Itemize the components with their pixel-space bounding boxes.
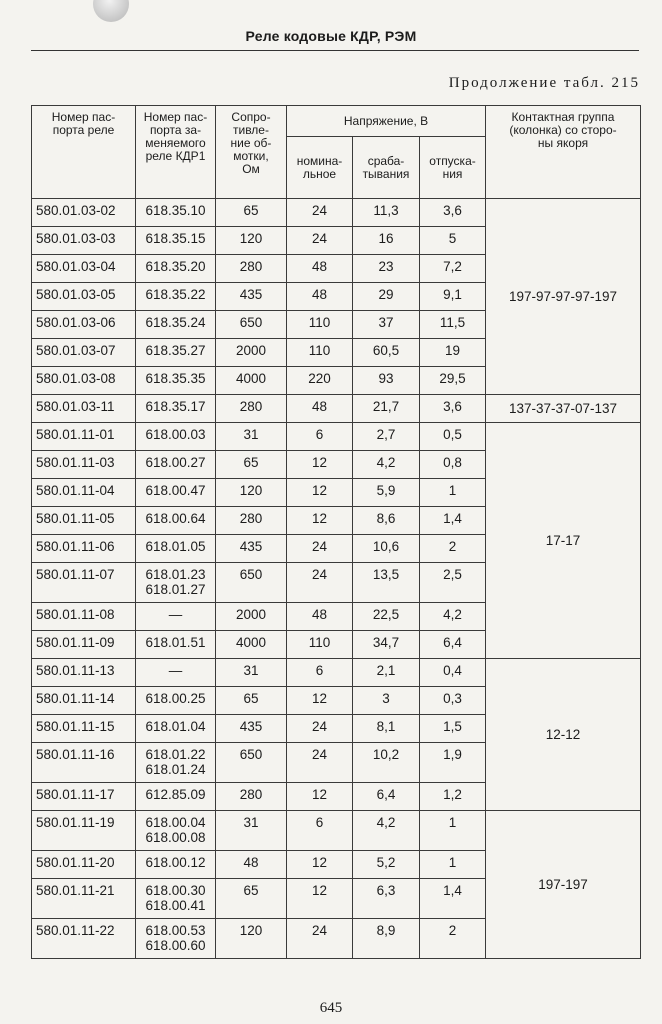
- cell-passport: 580.01.11-03: [32, 451, 136, 479]
- cell-passport: 580.01.11-21: [32, 879, 136, 919]
- cell-nominal-voltage: 110: [287, 631, 353, 659]
- cell-contact-group: 137-37-37-07-137: [486, 395, 641, 423]
- cell-passport: 580.01.11-04: [32, 479, 136, 507]
- cell-pickup-voltage: 5,9: [353, 479, 420, 507]
- cell-replaced: 618.35.20: [136, 255, 216, 283]
- cell-replaced: 618.35.35: [136, 367, 216, 395]
- cell-release-voltage: 1,9: [420, 743, 486, 783]
- cell-resistance: 120: [216, 227, 287, 255]
- cell-contact-group: 17-17: [486, 423, 641, 659]
- cell-nominal-voltage: 24: [287, 743, 353, 783]
- cell-resistance: 280: [216, 255, 287, 283]
- cell-release-voltage: 2: [420, 919, 486, 959]
- cell-replaced: 618.35.24: [136, 311, 216, 339]
- cell-release-voltage: 9,1: [420, 283, 486, 311]
- table-row: [32, 395, 641, 423]
- cell-replaced: 618.01.04: [136, 715, 216, 743]
- cell-release-voltage: 7,2: [420, 255, 486, 283]
- cell-replaced: 618.35.27: [136, 339, 216, 367]
- cell-release-voltage: 1,4: [420, 507, 486, 535]
- cell-resistance: 2000: [216, 339, 287, 367]
- cell-resistance: 65: [216, 879, 287, 919]
- cell-replaced: 618.00.04 618.00.08: [136, 811, 216, 851]
- cell-release-voltage: 0,5: [420, 423, 486, 451]
- cell-nominal-voltage: 12: [287, 479, 353, 507]
- cell-pickup-voltage: 8,9: [353, 919, 420, 959]
- cell-nominal-voltage: 24: [287, 199, 353, 227]
- cell-release-voltage: 1: [420, 479, 486, 507]
- cell-nominal-voltage: 48: [287, 395, 353, 423]
- cell-pickup-voltage: 10,2: [353, 743, 420, 783]
- cell-pickup-voltage: 93: [353, 367, 420, 395]
- cell-replaced: 618.35.15: [136, 227, 216, 255]
- cell-pickup-voltage: 21,7: [353, 395, 420, 423]
- cell-release-voltage: 0,4: [420, 659, 486, 687]
- cell-nominal-voltage: 6: [287, 811, 353, 851]
- cell-release-voltage: 2,5: [420, 563, 486, 603]
- cell-resistance: 650: [216, 563, 287, 603]
- cell-passport: 580.01.11-07: [32, 563, 136, 603]
- cell-nominal-voltage: 12: [287, 507, 353, 535]
- cell-passport: 580.01.11-05: [32, 507, 136, 535]
- header-voltage: Напряжение, В: [287, 106, 486, 137]
- cell-pickup-voltage: 11,3: [353, 199, 420, 227]
- cell-resistance: 65: [216, 687, 287, 715]
- cell-passport: 580.01.03-02: [32, 199, 136, 227]
- header-nominal: номина- льное: [287, 137, 353, 199]
- cell-nominal-voltage: 24: [287, 535, 353, 563]
- cell-replaced: 618.00.25: [136, 687, 216, 715]
- cell-resistance: 31: [216, 423, 287, 451]
- cell-release-voltage: 19: [420, 339, 486, 367]
- cell-nominal-voltage: 110: [287, 311, 353, 339]
- cell-passport: 580.01.11-15: [32, 715, 136, 743]
- cell-pickup-voltage: 2,1: [353, 659, 420, 687]
- cell-replaced: 618.00.47: [136, 479, 216, 507]
- cell-pickup-voltage: 10,6: [353, 535, 420, 563]
- cell-pickup-voltage: 16: [353, 227, 420, 255]
- cell-replaced: 618.35.22: [136, 283, 216, 311]
- cell-resistance: 280: [216, 395, 287, 423]
- cell-nominal-voltage: 110: [287, 339, 353, 367]
- cell-replaced: 618.00.64: [136, 507, 216, 535]
- page-number: 645: [319, 1000, 343, 1016]
- cell-passport: 580.01.03-08: [32, 367, 136, 395]
- cell-resistance: 120: [216, 919, 287, 959]
- binder-hole: [93, 0, 129, 22]
- cell-nominal-voltage: 6: [287, 423, 353, 451]
- cell-passport: 580.01.03-11: [32, 395, 136, 423]
- cell-replaced: 618.00.53 618.00.60: [136, 919, 216, 959]
- cell-replaced: 618.00.27: [136, 451, 216, 479]
- cell-release-voltage: 0,3: [420, 687, 486, 715]
- cell-pickup-voltage: 34,7: [353, 631, 420, 659]
- cell-resistance: 31: [216, 811, 287, 851]
- cell-resistance: 4000: [216, 367, 287, 395]
- cell-release-voltage: 1,4: [420, 879, 486, 919]
- cell-pickup-voltage: 6,3: [353, 879, 420, 919]
- cell-replaced: 618.00.30 618.00.41: [136, 879, 216, 919]
- cell-resistance: 65: [216, 199, 287, 227]
- cell-nominal-voltage: 12: [287, 451, 353, 479]
- cell-release-voltage: 4,2: [420, 603, 486, 631]
- cell-pickup-voltage: 6,4: [353, 783, 420, 811]
- cell-passport: 580.01.11-17: [32, 783, 136, 811]
- cell-release-voltage: 1,5: [420, 715, 486, 743]
- header-pickup: сраба- тывания: [353, 137, 420, 199]
- cell-release-voltage: 1: [420, 811, 486, 851]
- cell-resistance: 435: [216, 283, 287, 311]
- cell-passport: 580.01.11-19: [32, 811, 136, 851]
- cell-passport: 580.01.11-13: [32, 659, 136, 687]
- cell-resistance: 2000: [216, 603, 287, 631]
- cell-passport: 580.01.11-09: [32, 631, 136, 659]
- cell-pickup-voltage: 2,7: [353, 423, 420, 451]
- table-body: [32, 199, 641, 959]
- cell-passport: 580.01.11-20: [32, 851, 136, 879]
- cell-passport: 580.01.11-08: [32, 603, 136, 631]
- cell-release-voltage: 6,4: [420, 631, 486, 659]
- cell-contact-group: 197-197: [486, 811, 641, 959]
- cell-replaced: 618.01.05: [136, 535, 216, 563]
- cell-passport: 580.01.03-03: [32, 227, 136, 255]
- table-row: [32, 811, 641, 851]
- cell-nominal-voltage: 6: [287, 659, 353, 687]
- cell-release-voltage: 11,5: [420, 311, 486, 339]
- cell-nominal-voltage: 24: [287, 227, 353, 255]
- cell-release-voltage: 0,8: [420, 451, 486, 479]
- cell-contact-group: 197-97-97-97-197: [486, 199, 641, 395]
- table-continuation-caption: Продолжение табл. 215: [448, 75, 640, 91]
- cell-nominal-voltage: 220: [287, 367, 353, 395]
- cell-nominal-voltage: 24: [287, 715, 353, 743]
- cell-release-voltage: 3,6: [420, 395, 486, 423]
- cell-replaced: 618.01.23 618.01.27: [136, 563, 216, 603]
- cell-release-voltage: 29,5: [420, 367, 486, 395]
- cell-resistance: 120: [216, 479, 287, 507]
- cell-release-voltage: 1,2: [420, 783, 486, 811]
- cell-nominal-voltage: 12: [287, 687, 353, 715]
- running-head: Реле кодовые КДР, РЭМ: [245, 28, 417, 44]
- header-contact-group: Контактная группа (колонка) со сторо- ны якоря: [486, 106, 641, 199]
- cell-resistance: 280: [216, 507, 287, 535]
- cell-passport: 580.01.03-04: [32, 255, 136, 283]
- cell-release-voltage: 5: [420, 227, 486, 255]
- cell-nominal-voltage: 48: [287, 603, 353, 631]
- cell-pickup-voltage: 23: [353, 255, 420, 283]
- cell-passport: 580.01.11-01: [32, 423, 136, 451]
- cell-resistance: 650: [216, 743, 287, 783]
- header-replaced: Номер пас- порта за- меняемого реле КДР1: [136, 106, 216, 199]
- cell-release-voltage: 3,6: [420, 199, 486, 227]
- cell-resistance: 4000: [216, 631, 287, 659]
- cell-replaced: 618.01.51: [136, 631, 216, 659]
- cell-resistance: 650: [216, 311, 287, 339]
- cell-pickup-voltage: 22,5: [353, 603, 420, 631]
- cell-replaced: 618.01.22 618.01.24: [136, 743, 216, 783]
- cell-replaced: 618.35.17: [136, 395, 216, 423]
- cell-pickup-voltage: 13,5: [353, 563, 420, 603]
- cell-replaced: —: [136, 603, 216, 631]
- cell-resistance: 31: [216, 659, 287, 687]
- cell-nominal-voltage: 48: [287, 283, 353, 311]
- table-row: [32, 659, 641, 687]
- cell-replaced: 618.35.10: [136, 199, 216, 227]
- cell-pickup-voltage: 3: [353, 687, 420, 715]
- cell-nominal-voltage: 24: [287, 563, 353, 603]
- cell-nominal-voltage: 12: [287, 851, 353, 879]
- cell-replaced: 618.00.12: [136, 851, 216, 879]
- header-rule: [31, 50, 639, 51]
- cell-replaced: —: [136, 659, 216, 687]
- cell-passport: 580.01.03-05: [32, 283, 136, 311]
- cell-nominal-voltage: 12: [287, 783, 353, 811]
- cell-passport: 580.01.11-22: [32, 919, 136, 959]
- header-resistance: Сопро- тивле- ние об- мотки, Ом: [216, 106, 287, 199]
- cell-release-voltage: 1: [420, 851, 486, 879]
- relay-table: [31, 105, 641, 959]
- cell-pickup-voltage: 5,2: [353, 851, 420, 879]
- cell-nominal-voltage: 12: [287, 879, 353, 919]
- cell-passport: 580.01.11-16: [32, 743, 136, 783]
- cell-replaced: 612.85.09: [136, 783, 216, 811]
- cell-pickup-voltage: 8,6: [353, 507, 420, 535]
- table-row: [32, 423, 641, 451]
- cell-pickup-voltage: 29: [353, 283, 420, 311]
- cell-replaced: 618.00.03: [136, 423, 216, 451]
- cell-pickup-voltage: 37: [353, 311, 420, 339]
- cell-contact-group: 12-12: [486, 659, 641, 811]
- cell-pickup-voltage: 60,5: [353, 339, 420, 367]
- cell-resistance: 435: [216, 715, 287, 743]
- cell-release-voltage: 2: [420, 535, 486, 563]
- cell-pickup-voltage: 4,2: [353, 451, 420, 479]
- cell-passport: 580.01.03-07: [32, 339, 136, 367]
- cell-nominal-voltage: 24: [287, 919, 353, 959]
- cell-passport: 580.01.11-14: [32, 687, 136, 715]
- header-passport: Номер пас- порта реле: [32, 106, 136, 199]
- cell-passport: 580.01.11-06: [32, 535, 136, 563]
- table-row: [32, 199, 641, 227]
- cell-pickup-voltage: 8,1: [353, 715, 420, 743]
- cell-nominal-voltage: 48: [287, 255, 353, 283]
- cell-resistance: 435: [216, 535, 287, 563]
- cell-resistance: 48: [216, 851, 287, 879]
- header-release: отпуска- ния: [420, 137, 486, 199]
- cell-resistance: 65: [216, 451, 287, 479]
- cell-resistance: 280: [216, 783, 287, 811]
- cell-passport: 580.01.03-06: [32, 311, 136, 339]
- cell-pickup-voltage: 4,2: [353, 811, 420, 851]
